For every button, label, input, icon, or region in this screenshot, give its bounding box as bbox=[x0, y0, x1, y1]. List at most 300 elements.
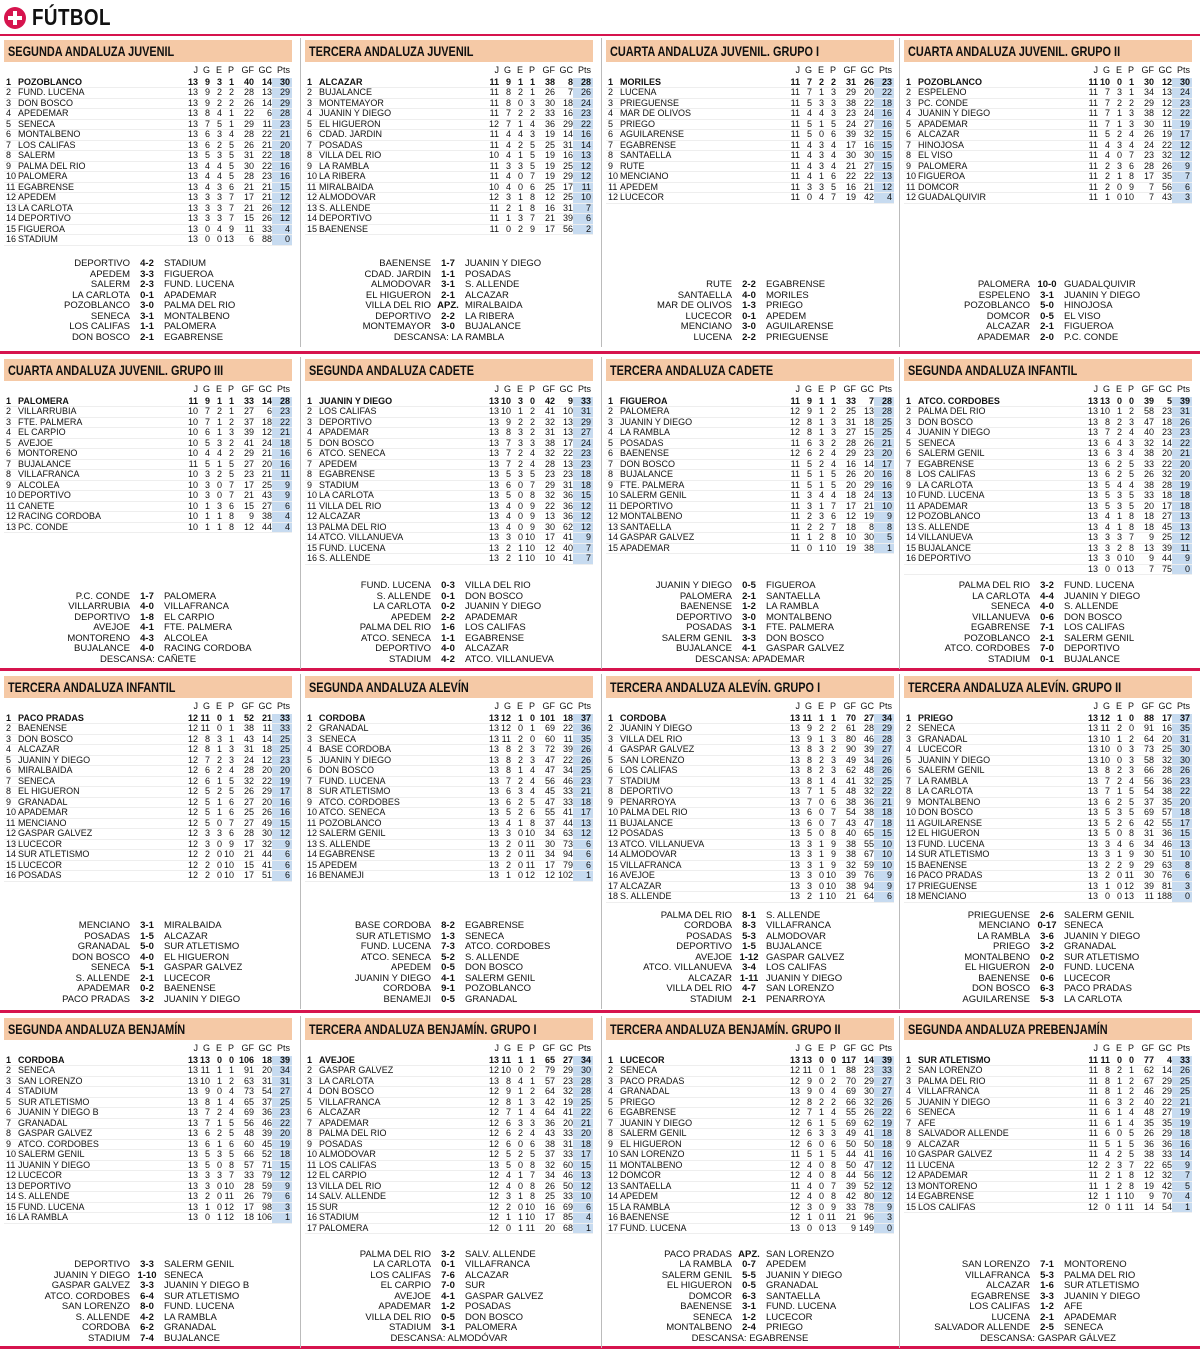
stat-cell: 10 bbox=[524, 1212, 535, 1222]
position: 14 bbox=[906, 849, 917, 859]
stat-cell: 50 bbox=[836, 1139, 856, 1150]
table-row bbox=[904, 161, 1192, 172]
stat-cell: 33 bbox=[555, 787, 573, 798]
away-team: GASPAR GÁLVEZ bbox=[766, 644, 845, 654]
stat-cell: 29 bbox=[1154, 1129, 1172, 1140]
stat-cell: 12 bbox=[573, 1181, 593, 1192]
stat-cell: 2 bbox=[499, 554, 511, 565]
stat-cell: 17 bbox=[573, 808, 593, 819]
table-row bbox=[606, 459, 894, 470]
table-row bbox=[305, 512, 593, 523]
stat-cell: 2 bbox=[1110, 470, 1122, 481]
match-score: 1-11 bbox=[739, 972, 759, 984]
stat-cell: 22 bbox=[535, 501, 555, 512]
stat-cell: 1 bbox=[573, 871, 593, 882]
home-team: EL HIGUERÓN bbox=[964, 963, 1030, 973]
stat-cell: 25 bbox=[272, 734, 292, 745]
stat-cell: 10 bbox=[500, 406, 511, 416]
column-header: G bbox=[1102, 702, 1110, 711]
stat-cell: 70 bbox=[836, 714, 856, 724]
stat-cell: 12 bbox=[223, 1212, 234, 1222]
stat-cell: 29 bbox=[555, 1066, 573, 1077]
stat-cell: 11 bbox=[487, 140, 499, 151]
stat-cell: 32 bbox=[254, 839, 272, 850]
stat-cell: 22 bbox=[573, 1108, 593, 1119]
team-name: POSADAS bbox=[18, 871, 186, 882]
stat-cell: 2 bbox=[499, 850, 511, 861]
stat-cell: 4 bbox=[272, 224, 292, 235]
stat-cell: 11 bbox=[788, 1181, 800, 1192]
stat-cell: 13 bbox=[187, 1128, 198, 1138]
team-name: MENCIANO bbox=[620, 172, 788, 183]
stat-cell: 21 bbox=[535, 214, 555, 225]
stat-cell: 13 bbox=[1087, 849, 1098, 859]
stat-cell: 0 bbox=[511, 871, 523, 882]
stat-cell: 1 bbox=[1122, 88, 1134, 99]
table-row bbox=[904, 724, 1192, 735]
position: 7 bbox=[4, 776, 18, 787]
stat-cell: 94 bbox=[555, 850, 573, 861]
team-name: PALMA DEL RIO bbox=[18, 161, 186, 172]
stat-cell: 25 bbox=[573, 766, 593, 777]
match-result bbox=[606, 995, 894, 1006]
match-result bbox=[305, 942, 593, 953]
stat-cell: 16 bbox=[555, 151, 573, 162]
stat-cell: 0 bbox=[511, 512, 523, 523]
match-result bbox=[4, 1334, 292, 1345]
stat-cell: 6 bbox=[800, 1139, 812, 1150]
stat-cell: 3 bbox=[1098, 533, 1110, 544]
stat-cell: 11 bbox=[573, 182, 593, 193]
league-title-text: TERCERA ANDALUZA CADETE bbox=[610, 362, 774, 378]
stat-cell: 11 bbox=[523, 1223, 535, 1234]
stat-cell: 4 bbox=[499, 1181, 511, 1192]
column-header: GC bbox=[1158, 385, 1172, 394]
match-score: 2-6 bbox=[1040, 909, 1054, 921]
stat-cell: 101 bbox=[535, 714, 555, 724]
stat-cell: 1 bbox=[210, 1076, 222, 1087]
home-team: APEDEM bbox=[390, 963, 431, 973]
column-divider bbox=[601, 357, 602, 669]
stat-cell: 17 bbox=[535, 224, 555, 235]
stat-cell: 3 bbox=[812, 745, 824, 756]
stat-cell: 2 bbox=[812, 449, 824, 460]
stat-cell: 25 bbox=[234, 808, 254, 819]
league-panel bbox=[4, 1018, 292, 1348]
position: 10 bbox=[307, 171, 318, 181]
stat-cell: 51 bbox=[254, 871, 272, 882]
stat-cell: 30 bbox=[1172, 755, 1192, 766]
team-name: GRANADAL bbox=[918, 734, 1086, 745]
stat-cell: 6 bbox=[499, 797, 511, 808]
stat-cell: 2 bbox=[1098, 1160, 1110, 1171]
match-score: 1-2 bbox=[742, 1311, 756, 1323]
position: 14 bbox=[307, 1191, 318, 1201]
position: 13 bbox=[307, 839, 318, 849]
team-name: EGABRENSE bbox=[918, 1192, 1086, 1203]
stat-cell: 6 bbox=[1172, 182, 1192, 193]
stat-cell: 30 bbox=[535, 839, 555, 850]
stat-cell: 10 bbox=[187, 501, 198, 511]
stat-cell: 13 bbox=[789, 776, 800, 786]
stat-cell: 23 bbox=[1172, 776, 1192, 787]
stat-cell: 13 bbox=[488, 553, 499, 563]
stat-cell: 63 bbox=[555, 829, 573, 840]
away-team: EL HIGUERÓN bbox=[164, 952, 230, 963]
stat-cell: 13 bbox=[488, 755, 499, 765]
position: 11 bbox=[4, 182, 18, 193]
stat-cell: 0 bbox=[812, 130, 824, 141]
stat-cell: 2 bbox=[812, 755, 824, 766]
stat-cell: 2 bbox=[1110, 98, 1122, 109]
stat-cell: 38 bbox=[535, 438, 555, 449]
stat-cell: 35 bbox=[1154, 797, 1172, 808]
match-score: 1-8 bbox=[140, 611, 154, 623]
stat-cell: 0 bbox=[210, 839, 222, 850]
stat-cell: 3 bbox=[523, 1097, 535, 1108]
stat-cell: 3 bbox=[824, 98, 836, 109]
column-header: GF bbox=[843, 702, 856, 711]
stat-cell: 36 bbox=[254, 1108, 272, 1119]
team-name: JUANIN Y DIEGO bbox=[918, 428, 1086, 439]
stat-cell: 27 bbox=[856, 161, 874, 172]
stat-cell: 2 bbox=[812, 522, 824, 533]
table-row bbox=[606, 1150, 894, 1161]
stat-cell: 36 bbox=[535, 1118, 555, 1129]
team-name: LA RIBERA bbox=[319, 172, 487, 183]
stat-cell: 9 bbox=[272, 480, 292, 491]
table-row bbox=[606, 151, 894, 162]
home-team: CÓRDOBA bbox=[382, 984, 431, 994]
team-name: PALOMERA bbox=[918, 161, 1086, 172]
stat-cell: 26 bbox=[856, 438, 874, 449]
stat-cell: 13 bbox=[187, 108, 198, 118]
stat-cell: 17 bbox=[1134, 172, 1154, 183]
stat-cell: 6 bbox=[222, 501, 234, 512]
table-row bbox=[904, 1097, 1192, 1108]
stat-cell: 21 bbox=[856, 182, 874, 193]
stat-cell: 1 bbox=[812, 734, 824, 745]
stat-cell: 6 bbox=[824, 1139, 836, 1150]
stat-cell: 0 bbox=[812, 1066, 824, 1077]
away-team: PALMA DEL RÍO bbox=[164, 301, 236, 311]
table-row bbox=[305, 501, 593, 512]
stat-cell: 54 bbox=[254, 1087, 272, 1098]
stat-cell: 66 bbox=[836, 1097, 856, 1108]
stat-cell: 5 bbox=[824, 182, 836, 193]
stat-cell: 40 bbox=[836, 829, 856, 840]
stat-cell: 3 bbox=[198, 829, 210, 840]
stat-cell: 2 bbox=[523, 1087, 535, 1098]
stat-cell: 11 bbox=[1086, 1066, 1098, 1077]
table-row bbox=[606, 119, 894, 130]
stat-cell: 16 bbox=[874, 480, 894, 491]
standings-table bbox=[305, 385, 593, 565]
stat-cell: 2 bbox=[210, 766, 222, 777]
stat-cell: 11 bbox=[487, 214, 499, 225]
team-name: VILLA DEL RÍO bbox=[319, 1181, 487, 1192]
stat-cell: 28 bbox=[1154, 766, 1172, 777]
stat-cell: 9 bbox=[198, 1087, 210, 1098]
table-row bbox=[904, 88, 1192, 99]
position: 11 bbox=[606, 501, 620, 512]
team-name: RUTE bbox=[620, 161, 788, 172]
stat-cell: 18 bbox=[1172, 1129, 1192, 1140]
stat-cell: 13 bbox=[187, 213, 198, 223]
position: 1 bbox=[904, 714, 918, 724]
stat-cell: 9 bbox=[874, 512, 894, 523]
stat-cell: 16 bbox=[1154, 724, 1172, 735]
stat-cell: 11 bbox=[1086, 1097, 1098, 1108]
stat-cell: 2 bbox=[1098, 860, 1110, 871]
team-name bbox=[918, 564, 1086, 575]
stat-cell: 0 bbox=[222, 1056, 234, 1066]
stat-cell: 11 bbox=[788, 98, 800, 109]
table-row bbox=[606, 98, 894, 109]
stat-cell: 4 bbox=[824, 161, 836, 172]
position: 1 bbox=[305, 78, 319, 88]
stat-cell: 9 bbox=[800, 407, 812, 418]
stat-cell: 8 bbox=[499, 766, 511, 777]
stat-cell: 2 bbox=[210, 1108, 222, 1119]
stat-cell: 55 bbox=[836, 1108, 856, 1119]
table-row bbox=[4, 1171, 292, 1182]
stat-cell: 0 bbox=[210, 714, 222, 724]
stat-cell: 12 bbox=[789, 427, 800, 437]
stat-cell: 69 bbox=[555, 1202, 573, 1213]
stat-cell: 13 bbox=[1087, 744, 1098, 754]
position: 12 bbox=[906, 192, 917, 202]
table-row bbox=[904, 1181, 1192, 1192]
stat-cell: 78 bbox=[856, 1202, 874, 1213]
stat-cell: 22 bbox=[254, 130, 272, 141]
column-header: GC bbox=[559, 1044, 573, 1053]
stat-cell: 2 bbox=[198, 1192, 210, 1203]
stat-cell: 40 bbox=[1134, 428, 1154, 439]
stat-cell: 21 bbox=[254, 714, 272, 724]
stat-cell: 16 bbox=[874, 119, 894, 130]
stat-cell: 21 bbox=[573, 1118, 593, 1129]
stat-cell: 5 bbox=[824, 480, 836, 491]
stat-cell: 5 bbox=[1172, 1181, 1192, 1192]
team-name: DON BOSCO bbox=[319, 766, 487, 777]
stat-cell: 41 bbox=[254, 860, 272, 871]
position: 6 bbox=[606, 130, 620, 141]
team-name: PALMA DEL RÍO bbox=[319, 1129, 487, 1140]
league-title-text: SEGUNDA ANDALUZA BENJAMÍN bbox=[8, 1021, 186, 1037]
stat-cell: 47 bbox=[535, 766, 555, 777]
stat-cell: 22 bbox=[874, 88, 894, 99]
stat-cell: 88 bbox=[836, 1066, 856, 1077]
match-result bbox=[904, 921, 1192, 932]
stat-cell: 18 bbox=[1134, 522, 1154, 533]
match-score: 0-3 bbox=[441, 580, 455, 591]
team-name: APADEMAR bbox=[319, 428, 487, 439]
team-name: ALCÁZAR bbox=[319, 512, 487, 523]
section-divider bbox=[0, 1010, 1200, 1013]
away-team: JUANIN Y DIEGO bbox=[1064, 1291, 1141, 1302]
stat-cell: 7 bbox=[499, 449, 511, 460]
stat-cell: 58 bbox=[1134, 407, 1154, 418]
table-row bbox=[904, 1139, 1192, 1150]
position: 9 bbox=[904, 161, 918, 172]
stat-cell: 27 bbox=[254, 501, 272, 512]
home-team: STADIUM bbox=[689, 994, 732, 1005]
table-row bbox=[305, 98, 593, 109]
match-result bbox=[305, 623, 593, 634]
home-team: BAENENSE bbox=[379, 259, 431, 269]
stat-cell: 67 bbox=[856, 850, 874, 861]
match-score: 3-1 bbox=[742, 622, 756, 633]
stat-cell: 5 bbox=[1098, 480, 1110, 491]
position: 8 bbox=[606, 787, 620, 798]
stat-cell: 11 bbox=[788, 397, 800, 407]
table-row bbox=[305, 1108, 593, 1119]
stat-cell: 0 bbox=[1098, 892, 1110, 903]
stat-cell: 3 bbox=[523, 438, 535, 449]
stat-cell: 57 bbox=[234, 1160, 254, 1171]
table-row bbox=[305, 1076, 593, 1087]
team-name: POZOBLANCO bbox=[18, 78, 186, 88]
table-row bbox=[606, 182, 894, 193]
home-team: STADIUM bbox=[388, 1323, 431, 1333]
team-name: LUCECOR bbox=[18, 839, 186, 850]
team-name: PRIEGO bbox=[620, 119, 788, 130]
match-score: 5-2 bbox=[441, 951, 455, 963]
position: 12 bbox=[6, 511, 17, 521]
stat-cell: 6 bbox=[272, 501, 292, 512]
stat-cell: 13 bbox=[573, 151, 593, 162]
match-score: 0-1 bbox=[140, 289, 154, 301]
match-result bbox=[606, 623, 894, 634]
stat-cell: 10 bbox=[535, 554, 555, 565]
match-result bbox=[904, 1260, 1192, 1271]
stat-cell: 13 bbox=[488, 839, 499, 849]
stat-cell: 2 bbox=[210, 407, 222, 418]
stat-cell: 10 bbox=[500, 396, 511, 406]
stat-cell: 14 bbox=[254, 78, 272, 88]
stat-cell: 9 bbox=[1172, 554, 1192, 565]
team-name: MENCIANO bbox=[18, 818, 186, 829]
stat-cell: 73 bbox=[555, 839, 573, 850]
stat-cell: 79 bbox=[254, 1171, 272, 1182]
match-result bbox=[904, 280, 1192, 291]
stat-cell: 4 bbox=[1110, 839, 1122, 850]
table-row bbox=[606, 1202, 894, 1213]
away-team: SALV. ALLENDE bbox=[465, 1249, 536, 1260]
home-team: LA CARLOTA bbox=[373, 1260, 431, 1270]
stat-cell: 39 bbox=[1154, 543, 1172, 554]
position: 10 bbox=[307, 1149, 318, 1159]
stat-cell: 4 bbox=[499, 818, 511, 829]
stat-cell: 1 bbox=[511, 1108, 523, 1119]
stat-cell: 11 bbox=[523, 860, 535, 871]
stat-cell: 26 bbox=[234, 140, 254, 151]
stat-cell: 18 bbox=[1134, 512, 1154, 523]
match-score: 4-7 bbox=[742, 983, 756, 994]
stat-cell: 32 bbox=[856, 776, 874, 787]
stat-cell: 0 bbox=[1110, 554, 1122, 565]
stat-cell: 39 bbox=[254, 1129, 272, 1140]
stat-cell: 20 bbox=[573, 1129, 593, 1140]
team-name: VILLA DEL RÍO bbox=[319, 501, 487, 512]
stat-cell: 31 bbox=[555, 1139, 573, 1150]
home-team: POZOBLANCO bbox=[964, 633, 1030, 644]
team-name: APADEMAR bbox=[319, 1118, 487, 1129]
stat-cell: 18 bbox=[573, 480, 593, 491]
stat-cell: 33 bbox=[836, 1202, 856, 1213]
stat-cell: 11 bbox=[788, 161, 800, 172]
stat-cell: 12 bbox=[874, 1171, 894, 1182]
stat-cell: 7 bbox=[573, 554, 593, 565]
home-team: VILLAFRANCA bbox=[965, 1270, 1030, 1281]
column-divider bbox=[601, 38, 602, 347]
home-team: DEPORTIVO bbox=[74, 1260, 130, 1270]
position: 6 bbox=[904, 130, 918, 141]
stat-cell: 1 bbox=[511, 1223, 523, 1234]
table-row bbox=[4, 119, 292, 130]
stat-cell: 9 bbox=[1134, 554, 1154, 565]
team-name: BAENENSE bbox=[18, 724, 186, 735]
stat-cell: 8 bbox=[1122, 512, 1134, 523]
match-score: 4-2 bbox=[140, 1311, 154, 1323]
team-name: SALERM GENIL bbox=[918, 449, 1086, 460]
stat-cell: 0 bbox=[1110, 1056, 1122, 1066]
away-team: GASPAR GÁLVEZ bbox=[164, 963, 243, 973]
stat-cell: 10 bbox=[223, 1181, 234, 1191]
stat-cell: 27 bbox=[555, 1056, 573, 1066]
position: 2 bbox=[305, 407, 319, 418]
team-name: EL CARPIO bbox=[18, 428, 186, 439]
team-name: FIGUEROA bbox=[918, 172, 1086, 183]
table-row bbox=[305, 850, 593, 861]
stat-cell: 7 bbox=[824, 1181, 836, 1192]
home-team: SÉNECA bbox=[90, 963, 130, 973]
team-name: ALMODOVAR bbox=[319, 193, 487, 204]
results-list bbox=[606, 911, 894, 1006]
stat-cell: 2 bbox=[1122, 407, 1134, 418]
team-name: VILLA DEL RÍO bbox=[319, 151, 487, 162]
stat-cell: 3 bbox=[511, 1118, 523, 1129]
stat-cell: 13 bbox=[488, 511, 499, 521]
stat-cell: 12 bbox=[789, 1212, 800, 1222]
stat-cell: 8 bbox=[1098, 1087, 1110, 1098]
stat-cell: 13 bbox=[789, 828, 800, 838]
stat-cell: 4 bbox=[210, 172, 222, 183]
stat-cell: 3 bbox=[824, 88, 836, 99]
stat-cell: 32 bbox=[836, 860, 856, 871]
table-row bbox=[305, 724, 593, 735]
away-team: DON BOSCO bbox=[465, 591, 524, 602]
table-row bbox=[4, 214, 292, 225]
stat-cell: 5 bbox=[499, 808, 511, 819]
away-team: GASPAR GÁLVEZ bbox=[766, 952, 845, 963]
stat-cell: 12 bbox=[272, 1171, 292, 1182]
stat-cell: 8 bbox=[523, 1192, 535, 1203]
stat-cell: 1 bbox=[812, 501, 824, 512]
team-name: S. ALLENDE bbox=[18, 1192, 186, 1203]
stat-cell: 3 bbox=[812, 182, 824, 193]
stat-cell: 3 bbox=[511, 428, 523, 439]
stat-cell: 7 bbox=[499, 459, 511, 470]
stat-cell: 55 bbox=[1154, 818, 1172, 829]
stat-cell: 29 bbox=[272, 88, 292, 99]
stat-cell: 11 bbox=[198, 1066, 210, 1077]
home-team: PACO PRADAS bbox=[62, 994, 130, 1005]
team-name: LUCENA bbox=[918, 1160, 1086, 1171]
table-row bbox=[606, 109, 894, 120]
team-name: JUANIN Y DIEGO bbox=[319, 755, 487, 766]
